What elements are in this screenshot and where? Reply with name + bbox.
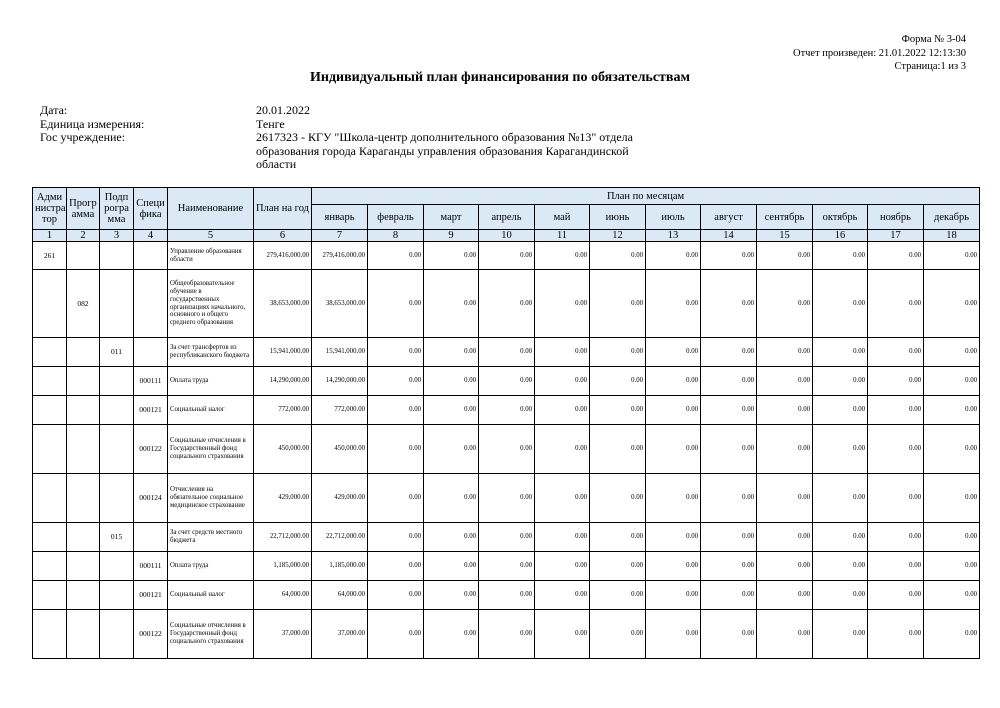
meta-value: Тенге [256, 116, 285, 131]
cell-month-value: 0.00 [590, 474, 646, 523]
cell-month-value: 0.00 [590, 581, 646, 610]
col-month: август [701, 205, 757, 230]
cell-month-value: 0.00 [646, 270, 701, 338]
meta-label: Дата: [40, 103, 68, 117]
cell-specific [134, 242, 168, 270]
cell-month-value: 0.00 [924, 581, 980, 610]
cell-month-value: 0.00 [368, 610, 424, 659]
cell-name: За счет средств местного бюджета [168, 523, 254, 552]
col-number: 9 [424, 230, 479, 242]
cell-month-value: 450,000.00 [312, 425, 368, 474]
meta-label: Единица измерения: [40, 116, 145, 131]
col-subprogram: Подп рогра мма [100, 188, 134, 230]
cell-admin [33, 396, 67, 425]
cell-month-value: 0.00 [924, 552, 980, 581]
cell-month-value: 0.00 [813, 474, 868, 523]
meta-value: 2617323 - КГУ "Школа-центр дополнительного образования №13" отдела образования города Караганды управления образования Карагандинской области [256, 130, 633, 171]
cell-month-value: 0.00 [757, 338, 813, 367]
table-row [33, 425, 980, 474]
cell-month-value: 0.00 [479, 338, 535, 367]
cell-month-value: 0.00 [757, 396, 813, 425]
cell-month-value: 0.00 [868, 367, 924, 396]
cell-specific: 000111 [134, 552, 168, 581]
cell-month-value: 0.00 [813, 242, 868, 270]
cell-subprogram [100, 474, 134, 523]
cell-month-value: 0.00 [368, 270, 424, 338]
cell-program: 082 [67, 270, 100, 338]
cell-program [67, 474, 100, 523]
col-number: 12 [590, 230, 646, 242]
cell-specific [134, 270, 168, 338]
cell-month-value: 38,653,000.00 [312, 270, 368, 338]
cell-subprogram [100, 425, 134, 474]
cell-specific: 000121 [134, 581, 168, 610]
cell-month-value: 0.00 [590, 396, 646, 425]
cell-subprogram [100, 396, 134, 425]
cell-month-value: 0.00 [646, 552, 701, 581]
meta-value: 20.01.2022 [256, 103, 310, 117]
cell-subprogram [100, 270, 134, 338]
col-number: 3 [100, 230, 134, 242]
cell-subprogram: 015 [100, 523, 134, 552]
cell-month-value: 0.00 [924, 338, 980, 367]
cell-month-value: 0.00 [646, 396, 701, 425]
meta-date [40, 104, 636, 118]
cell-month-value: 0.00 [924, 523, 980, 552]
cell-month-value: 0.00 [479, 610, 535, 659]
cell-month-value: 0.00 [701, 474, 757, 523]
cell-month-value: 0.00 [701, 242, 757, 270]
cell-month-value: 1,185,000.00 [312, 552, 368, 581]
cell-month-value: 0.00 [424, 396, 479, 425]
cell-month-value: 14,290,000.00 [312, 367, 368, 396]
cell-month-value: 15,941,000.00 [312, 338, 368, 367]
cell-month-value: 0.00 [757, 242, 813, 270]
cell-month-value: 0.00 [535, 610, 590, 659]
cell-month-value: 0.00 [646, 523, 701, 552]
col-month: январь [312, 205, 368, 230]
page-indicator: Страница:1 из 3 [894, 61, 966, 72]
cell-admin [33, 552, 67, 581]
cell-month-value: 0.00 [424, 338, 479, 367]
cell-month-value: 0.00 [368, 581, 424, 610]
cell-program [67, 610, 100, 659]
cell-month-value: 0.00 [424, 581, 479, 610]
col-year-plan: План на год [254, 188, 312, 230]
cell-month-value: 0.00 [813, 338, 868, 367]
cell-month-value: 0.00 [368, 367, 424, 396]
cell-month-value: 0.00 [701, 425, 757, 474]
cell-month-value: 0.00 [479, 396, 535, 425]
cell-month-value: 0.00 [368, 396, 424, 425]
page-title: Индивидуальный план финансирования по обязательствам [309, 70, 691, 85]
cell-month-value: 0.00 [479, 270, 535, 338]
cell-month-value: 0.00 [813, 610, 868, 659]
cell-month-value: 0.00 [757, 523, 813, 552]
col-number: 15 [757, 230, 813, 242]
cell-month-value: 0.00 [701, 396, 757, 425]
cell-month-value: 0.00 [424, 610, 479, 659]
table-row [33, 581, 980, 610]
col-specific: Специ фика [134, 188, 168, 230]
cell-month-value: 0.00 [424, 242, 479, 270]
cell-month-value: 0.00 [924, 474, 980, 523]
col-number: 5 [168, 230, 254, 242]
cell-month-value: 0.00 [924, 242, 980, 270]
cell-month-value: 0.00 [479, 581, 535, 610]
cell-year-plan: 64,000.00 [254, 581, 312, 610]
cell-admin [33, 610, 67, 659]
cell-month-value: 0.00 [757, 581, 813, 610]
cell-name: Управление образования области [168, 242, 254, 270]
col-month: ноябрь [868, 205, 924, 230]
cell-month-value: 0.00 [424, 367, 479, 396]
cell-month-value: 0.00 [701, 581, 757, 610]
cell-month-value: 0.00 [646, 367, 701, 396]
cell-program [67, 581, 100, 610]
cell-subprogram [100, 367, 134, 396]
table-row [33, 523, 980, 552]
cell-month-value: 0.00 [368, 523, 424, 552]
col-month: октябрь [813, 205, 868, 230]
report-header [793, 33, 966, 74]
cell-month-value: 0.00 [535, 425, 590, 474]
table-row [33, 552, 980, 581]
cell-name: Социальные отчисления в Государственный фонд социального страхования [168, 610, 254, 659]
cell-month-value: 0.00 [535, 474, 590, 523]
cell-specific: 000122 [134, 610, 168, 659]
cell-month-value: 0.00 [924, 610, 980, 659]
cell-month-value: 0.00 [813, 552, 868, 581]
cell-month-value: 0.00 [535, 367, 590, 396]
cell-month-value: 0.00 [535, 270, 590, 338]
col-month: июнь [590, 205, 646, 230]
col-number: 7 [312, 230, 368, 242]
col-name: Наименование [168, 188, 254, 230]
cell-month-value: 0.00 [701, 338, 757, 367]
table-row [33, 610, 980, 659]
cell-month-value: 0.00 [535, 396, 590, 425]
cell-month-value: 0.00 [368, 338, 424, 367]
col-month: сентябрь [757, 205, 813, 230]
cell-program [67, 552, 100, 581]
cell-month-value: 0.00 [813, 396, 868, 425]
cell-specific: 000111 [134, 367, 168, 396]
cell-month-value: 0.00 [646, 474, 701, 523]
cell-subprogram: 011 [100, 338, 134, 367]
cell-month-value: 0.00 [757, 425, 813, 474]
cell-subprogram [100, 552, 134, 581]
financing-plan-table [32, 187, 980, 659]
cell-admin [33, 581, 67, 610]
cell-month-value: 0.00 [868, 270, 924, 338]
cell-month-value: 0.00 [479, 367, 535, 396]
cell-month-value: 0.00 [813, 523, 868, 552]
cell-month-value: 0.00 [868, 242, 924, 270]
cell-month-value: 0.00 [590, 242, 646, 270]
cell-month-value: 0.00 [813, 581, 868, 610]
meta-label: Гос учреждение: [40, 130, 126, 144]
cell-month-value: 0.00 [590, 610, 646, 659]
cell-name: Общеобразовательное обучение в государственных организациях начального, основного и общего среднего образования [168, 270, 254, 338]
cell-month-value: 0.00 [924, 396, 980, 425]
table-row [33, 270, 980, 338]
col-month: апрель [479, 205, 535, 230]
col-month: февраль [368, 205, 424, 230]
cell-specific [134, 338, 168, 367]
cell-month-value: 0.00 [424, 474, 479, 523]
col-number: 6 [254, 230, 312, 242]
cell-month-value: 0.00 [646, 610, 701, 659]
cell-month-value: 37,000.00 [312, 610, 368, 659]
cell-month-value: 0.00 [701, 270, 757, 338]
cell-month-value: 0.00 [424, 552, 479, 581]
cell-specific: 000121 [134, 396, 168, 425]
cell-month-value: 0.00 [868, 425, 924, 474]
cell-month-value: 0.00 [368, 552, 424, 581]
cell-year-plan: 37,000.00 [254, 610, 312, 659]
cell-month-value: 0.00 [590, 425, 646, 474]
cell-month-value: 0.00 [424, 425, 479, 474]
cell-month-value: 279,416,000.00 [312, 242, 368, 270]
cell-month-value: 0.00 [701, 367, 757, 396]
cell-month-value: 0.00 [924, 367, 980, 396]
cell-month-value: 0.00 [757, 270, 813, 338]
cell-month-value: 0.00 [813, 367, 868, 396]
cell-year-plan: 15,941,000.00 [254, 338, 312, 367]
cell-month-value: 0.00 [924, 425, 980, 474]
col-number: 2 [67, 230, 100, 242]
cell-month-value: 0.00 [590, 523, 646, 552]
cell-month-value: 0.00 [535, 523, 590, 552]
col-number: 18 [924, 230, 980, 242]
cell-name: Оплата труда [168, 552, 254, 581]
cell-specific: 000122 [134, 425, 168, 474]
cell-month-value: 0.00 [590, 338, 646, 367]
table-row [33, 474, 980, 523]
cell-month-value: 0.00 [757, 474, 813, 523]
cell-month-value: 0.00 [868, 552, 924, 581]
cell-month-value: 0.00 [868, 474, 924, 523]
cell-month-value: 22,712,000.00 [312, 523, 368, 552]
cell-program [67, 242, 100, 270]
cell-admin [33, 338, 67, 367]
cell-month-value: 0.00 [479, 474, 535, 523]
cell-program [67, 425, 100, 474]
cell-name: Социальные отчисления в Государственный фонд социального страхования [168, 425, 254, 474]
cell-month-value: 0.00 [424, 270, 479, 338]
cell-month-value: 0.00 [646, 581, 701, 610]
col-months-group: План по месяцам [312, 188, 980, 205]
cell-month-value: 0.00 [590, 552, 646, 581]
cell-admin [33, 270, 67, 338]
col-number: 13 [646, 230, 701, 242]
col-number: 16 [813, 230, 868, 242]
cell-program [67, 338, 100, 367]
cell-name: За счет трансфертов из республиканского бюджета [168, 338, 254, 367]
cell-program [67, 396, 100, 425]
table-row [33, 367, 980, 396]
cell-year-plan: 279,416,000.00 [254, 242, 312, 270]
cell-month-value: 0.00 [868, 338, 924, 367]
cell-year-plan: 1,185,000.00 [254, 552, 312, 581]
cell-year-plan: 429,000.00 [254, 474, 312, 523]
cell-month-value: 0.00 [479, 552, 535, 581]
cell-month-value: 0.00 [535, 581, 590, 610]
cell-subprogram [100, 242, 134, 270]
cell-admin [33, 367, 67, 396]
cell-month-value: 0.00 [813, 425, 868, 474]
table-row [33, 396, 980, 425]
meta-institution [40, 131, 636, 172]
cell-month-value: 0.00 [757, 552, 813, 581]
col-month: декабрь [924, 205, 980, 230]
cell-month-value: 0.00 [590, 270, 646, 338]
cell-month-value: 64,000.00 [312, 581, 368, 610]
col-number: 14 [701, 230, 757, 242]
report-timestamp: Отчет произведен: 21.01.2022 12:13:30 [792, 47, 966, 59]
col-number: 8 [368, 230, 424, 242]
cell-year-plan: 450,000.00 [254, 425, 312, 474]
cell-month-value: 772,000.00 [312, 396, 368, 425]
cell-month-value: 0.00 [868, 396, 924, 425]
cell-year-plan: 772,000.00 [254, 396, 312, 425]
col-number: 10 [479, 230, 535, 242]
cell-program [67, 523, 100, 552]
cell-name: Оплата труда [168, 367, 254, 396]
cell-month-value: 0.00 [368, 474, 424, 523]
cell-month-value: 0.00 [535, 242, 590, 270]
cell-specific: 000124 [134, 474, 168, 523]
cell-admin [33, 523, 67, 552]
cell-month-value: 0.00 [813, 270, 868, 338]
cell-subprogram [100, 610, 134, 659]
cell-program [67, 367, 100, 396]
cell-month-value: 0.00 [535, 338, 590, 367]
cell-month-value: 0.00 [868, 581, 924, 610]
cell-month-value: 0.00 [868, 523, 924, 552]
cell-admin [33, 425, 67, 474]
col-month: март [424, 205, 479, 230]
cell-month-value: 0.00 [479, 242, 535, 270]
cell-month-value: 0.00 [368, 242, 424, 270]
cell-month-value: 0.00 [701, 552, 757, 581]
table-row [33, 338, 980, 367]
cell-month-value: 0.00 [479, 523, 535, 552]
table-row [33, 242, 980, 270]
cell-name: Социальный налог [168, 396, 254, 425]
cell-month-value: 0.00 [868, 610, 924, 659]
col-program: Прогр амма [67, 188, 100, 230]
cell-month-value: 0.00 [646, 242, 701, 270]
cell-year-plan: 38,653,000.00 [254, 270, 312, 338]
cell-month-value: 0.00 [424, 523, 479, 552]
cell-month-value: 0.00 [757, 367, 813, 396]
cell-name: Отчисления на обязательное социальное медицинское страхование [168, 474, 254, 523]
col-number: 1 [33, 230, 67, 242]
col-admin: Адми нистра тор [33, 188, 67, 230]
cell-subprogram [100, 581, 134, 610]
report-meta [40, 104, 636, 172]
cell-month-value: 0.00 [757, 610, 813, 659]
cell-month-value: 0.00 [701, 610, 757, 659]
cell-month-value: 0.00 [924, 270, 980, 338]
cell-month-value: 0.00 [646, 338, 701, 367]
cell-month-value: 0.00 [701, 523, 757, 552]
cell-month-value: 0.00 [646, 425, 701, 474]
col-month: май [535, 205, 590, 230]
cell-specific [134, 523, 168, 552]
col-number: 11 [535, 230, 590, 242]
cell-month-value: 0.00 [590, 367, 646, 396]
cell-admin [33, 474, 67, 523]
cell-year-plan: 14,290,000.00 [254, 367, 312, 396]
cell-month-value: 0.00 [368, 425, 424, 474]
col-number: 4 [134, 230, 168, 242]
cell-year-plan: 22,712,000.00 [254, 523, 312, 552]
cell-month-value: 0.00 [535, 552, 590, 581]
cell-month-value: 429,000.00 [312, 474, 368, 523]
cell-name: Социальный налог [168, 581, 254, 610]
meta-unit [40, 118, 636, 132]
form-number: Форма № 3-04 [901, 34, 966, 45]
col-month: июль [646, 205, 701, 230]
col-number: 17 [868, 230, 924, 242]
cell-month-value: 0.00 [479, 425, 535, 474]
cell-admin: 261 [33, 242, 67, 270]
